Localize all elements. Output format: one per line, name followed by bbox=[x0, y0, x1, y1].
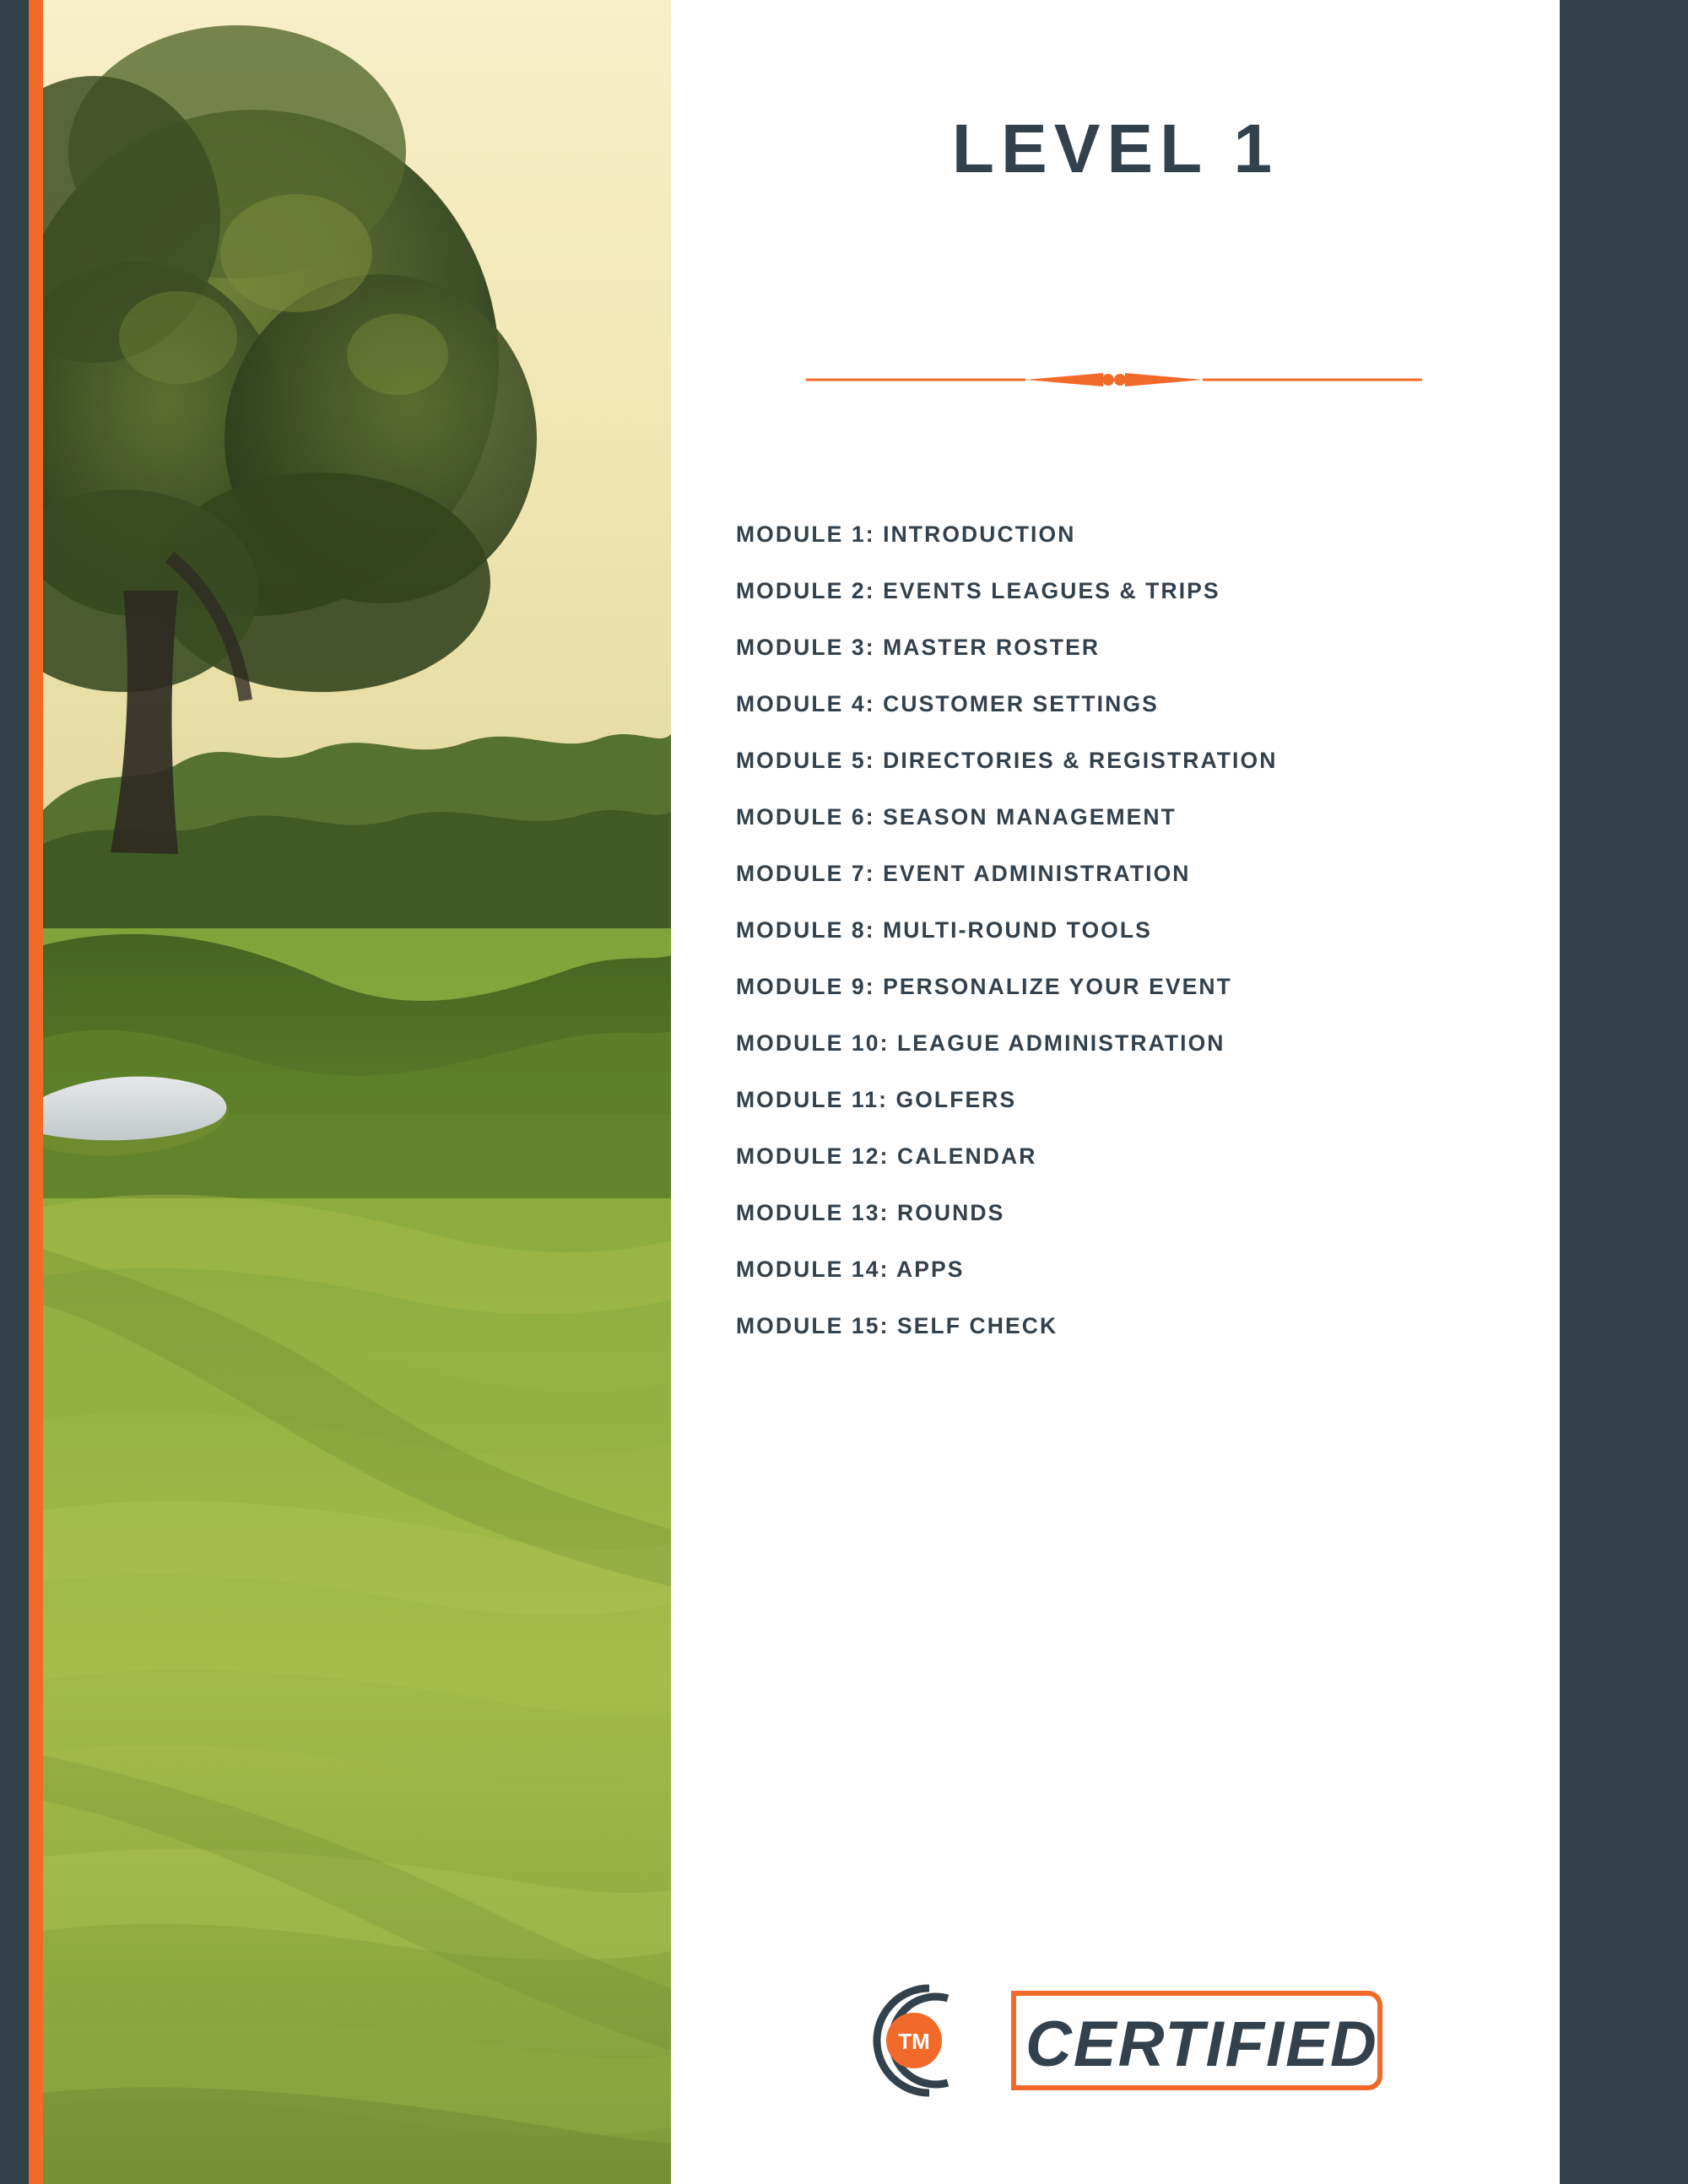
list-item: MODULE 8: MULTI-ROUND TOOLS bbox=[736, 917, 1152, 943]
list-item: MODULE 10: LEAGUE ADMINISTRATION bbox=[736, 1030, 1225, 1056]
list-item: MODULE 5: DIRECTORIES & REGISTRATION bbox=[736, 748, 1278, 773]
list-item: MODULE 2: EVENTS LEAGUES & TRIPS bbox=[736, 578, 1220, 603]
list-item: MODULE 6: SEASON MANAGEMENT bbox=[736, 804, 1177, 830]
golf-course-photo bbox=[43, 0, 671, 2184]
page-title: LEVEL 1 bbox=[951, 111, 1280, 187]
divider-ornament bbox=[806, 363, 1422, 397]
list-item: MODULE 12: CALENDAR bbox=[736, 1143, 1037, 1169]
logo-wordmark: CERTIFIED bbox=[1025, 2008, 1378, 2080]
list-item: MODULE 1: INTRODUCTION bbox=[736, 522, 1076, 547]
list-item: MODULE 4: CUSTOMER SETTINGS bbox=[736, 691, 1159, 716]
logo-badge-text: TM bbox=[898, 2029, 930, 2054]
list-item: MODULE 7: EVENT ADMINISTRATION bbox=[736, 861, 1191, 886]
list-item: MODULE 3: MASTER ROSTER bbox=[736, 635, 1101, 660]
right-frame-bar bbox=[1560, 0, 1688, 2184]
list-item: MODULE 11: GOLFERS bbox=[736, 1087, 1017, 1112]
content-column bbox=[671, 0, 1560, 2184]
tm-certified-logo bbox=[848, 1981, 1388, 2100]
list-item: MODULE 14: APPS bbox=[736, 1257, 965, 1282]
left-frame-bar bbox=[0, 0, 29, 2184]
list-item: MODULE 15: SELF CHECK bbox=[736, 1313, 1058, 1338]
module-list bbox=[736, 523, 1546, 1371]
list-item: MODULE 13: ROUNDS bbox=[736, 1200, 1005, 1225]
list-item: MODULE 9: PERSONALIZE YOUR EVENT bbox=[736, 974, 1232, 999]
orange-accent-bar bbox=[29, 0, 43, 2184]
